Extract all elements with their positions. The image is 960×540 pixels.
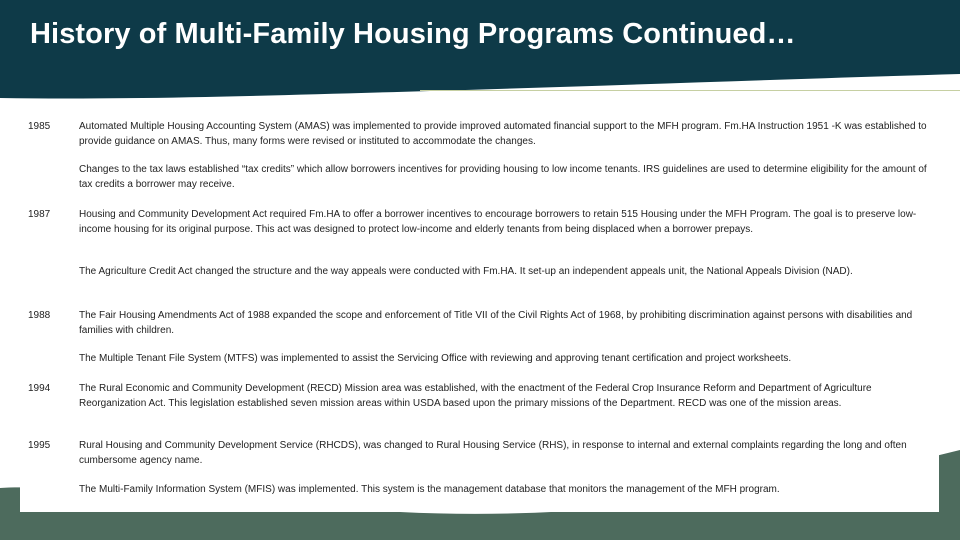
- entry-paragraph: Automated Multiple Housing Accounting System (AMAS) was implemented to provide improved automated financial support to the MFH program. Fm.HA Instruction 1951 -K was established to provide guidance on AMAS. Thus, many forms were revised or instituted to accommodate the changes.: [79, 121, 927, 147]
- entry-paragraph: Rural Housing and Community Development Service (RHCDS), was changed to Rural Housing Service (RHS), in response to internal and external complaints regarding the long and often cumbersome agency name.: [79, 440, 907, 466]
- entry-paragraph: The Agriculture Credit Act changed the structure and the way appeals were conducted with Fm.HA. It set-up an independent appeals unit, the National Appeals Division (NAD).: [79, 266, 853, 277]
- entry-paragraph: The Rural Economic and Community Development (RECD) Mission area was established, with the enactment of the Federal Crop Insurance Reform and Department of Agriculture Reorganization Act. This legislation established seven mission areas within USDA based upon the primary missions of the Department. RECD was one of the mission areas.: [79, 383, 872, 409]
- entry-paragraph: The Fair Housing Amendments Act of 1988 expanded the scope and enforcement of Title VII of the Civil Rights Act of 1968, by prohibiting discrimination against persons with disabilities and families with children.: [79, 310, 913, 336]
- entry-year: 1985: [28, 121, 51, 132]
- header-banner: [0, 0, 960, 100]
- entry-year: 1987: [28, 209, 51, 220]
- entry-paragraph: The Multiple Tenant File System (MTFS) was implemented to assist the Servicing Office with reviewing and approving tenant certification and project worksheets.: [79, 353, 792, 364]
- timeline-content: [20, 108, 939, 512]
- entry-year: 1988: [28, 310, 51, 321]
- entry-paragraph: Changes to the tax laws established “tax credits” which allow borrowers incentives for providing housing to low income tenants. IRS guidelines are used to determine eligibility for the amount of tax credits a borrower may receive.: [79, 164, 927, 190]
- accent-divider-line: [420, 90, 960, 91]
- entry-paragraph: Housing and Community Development Act required Fm.HA to offer a borrower incentives to encourage borrowers to retain 515 Housing under the MFH Program. The goal is to preserve low-income housing for its original purpose. This act was designed to protect low-income and elderly tenants from being displaced when a borrower prepays.: [79, 209, 917, 235]
- entry-year: 1994: [28, 383, 51, 394]
- entry-paragraph: The Multi-Family Information System (MFIS) was implemented. This system is the management database that monitors the management of the MFH program.: [79, 484, 780, 495]
- page-title: History of Multi-Family Housing Programs Continued…: [30, 18, 796, 50]
- entry-year: 1995: [28, 440, 51, 451]
